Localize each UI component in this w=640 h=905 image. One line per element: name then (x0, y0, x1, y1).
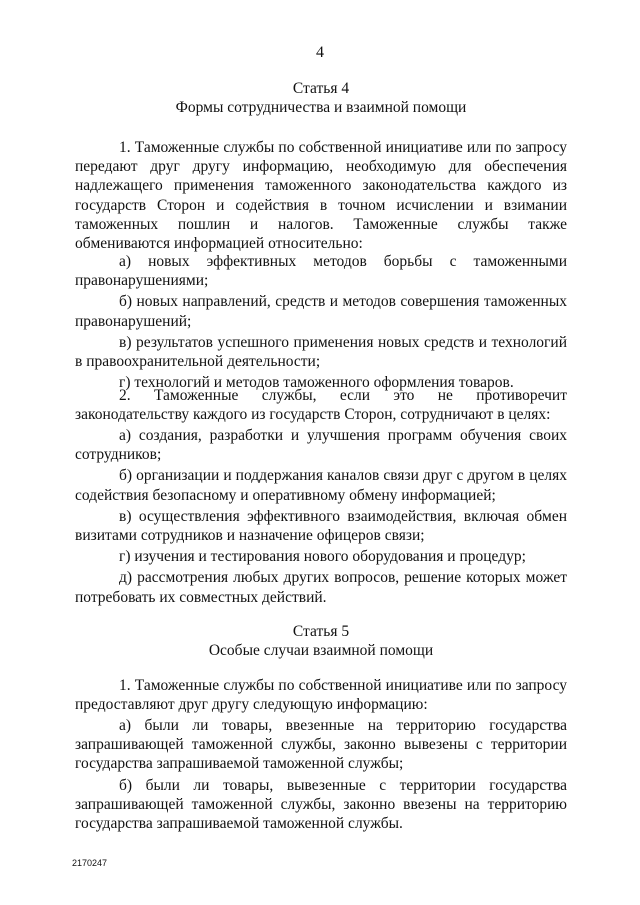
article-4-list-1 (75, 252, 567, 392)
article-5-heading (75, 622, 567, 660)
list-item: а) новых эффективных методов борьбы с таможенными правонарушениями; (75, 253, 567, 290)
article-4-paragraph-1 (75, 138, 567, 253)
article-4-subtitle: Формы сотрудничества и взаимной помощи (175, 99, 467, 116)
document-code: 2170247 (72, 858, 108, 868)
list-item: а) были ли товары, ввезенные на территорию государства запрашивающей таможенной службы, законно вывезены с территории государства запрашиваемой таможенной службы; (75, 717, 567, 773)
list-item: в) результатов успешного применения новых средств и технологий в правоохранительной деятельности; (75, 333, 567, 371)
article-5-title: Статья 5 (292, 623, 350, 640)
list-item: д) рассмотрения любых других вопросов, решение которых может потребовать их совместных действий. (75, 569, 567, 606)
list-item: г) технологий и методов таможенного оформления товаров. (119, 374, 514, 392)
list-item: в) осуществления эффективного взаимодействия, включая обмен визитами сотрудников и назначение офицеров связи; (75, 507, 567, 545)
article-5-paragraph-1 (75, 676, 567, 714)
list-item: б) новых направлений, средств и методов совершения таможенных правонарушений; (75, 293, 567, 330)
list-item: б) организации и поддержания каналов связи друг с другом в целях содействия безопасному и оперативному обмену информацией; (75, 467, 567, 504)
list-item: а) создания, разработки и улучшения программ обучения своих сотрудников; (75, 427, 567, 464)
article-4-title: Статья 4 (292, 80, 350, 97)
article-4-heading (75, 79, 567, 117)
paragraph-text: 1. Таможенные службы по собственной инициативе или по запросу передают друг другу информацию, необходимую для обеспечения надлежащего применения таможенного законодательства каждого из государств Сторон и содействия в точном исчислении и взимании таможенных пошлин и налогов. Таможенные службы также обмениваются информацией относительно: (75, 139, 567, 253)
list-item: б) были ли товары, вывезенные с территории государства запрашивающей таможенной службы, законно ввезены на территорию государства запрашиваемой таможенной службы. (75, 776, 567, 833)
article-4-list-2 (75, 426, 567, 607)
article-5-list-1 (75, 716, 567, 833)
article-4-paragraph-2 (75, 386, 567, 424)
page-number: 4 (316, 44, 324, 61)
paragraph-text: 2. Таможенные службы, если это не противоречит законодательству каждого из государств Сторон, сотрудничают в целях: (75, 387, 567, 424)
paragraph-text: 1. Таможенные службы по собственной инициативе или по запросу предоставляют друг другу следующую информацию: (75, 677, 567, 714)
article-5-subtitle: Особые случаи взаимной помощи (208, 642, 434, 659)
list-item: г) изучения и тестирования нового оборудования и процедур; (119, 548, 526, 566)
